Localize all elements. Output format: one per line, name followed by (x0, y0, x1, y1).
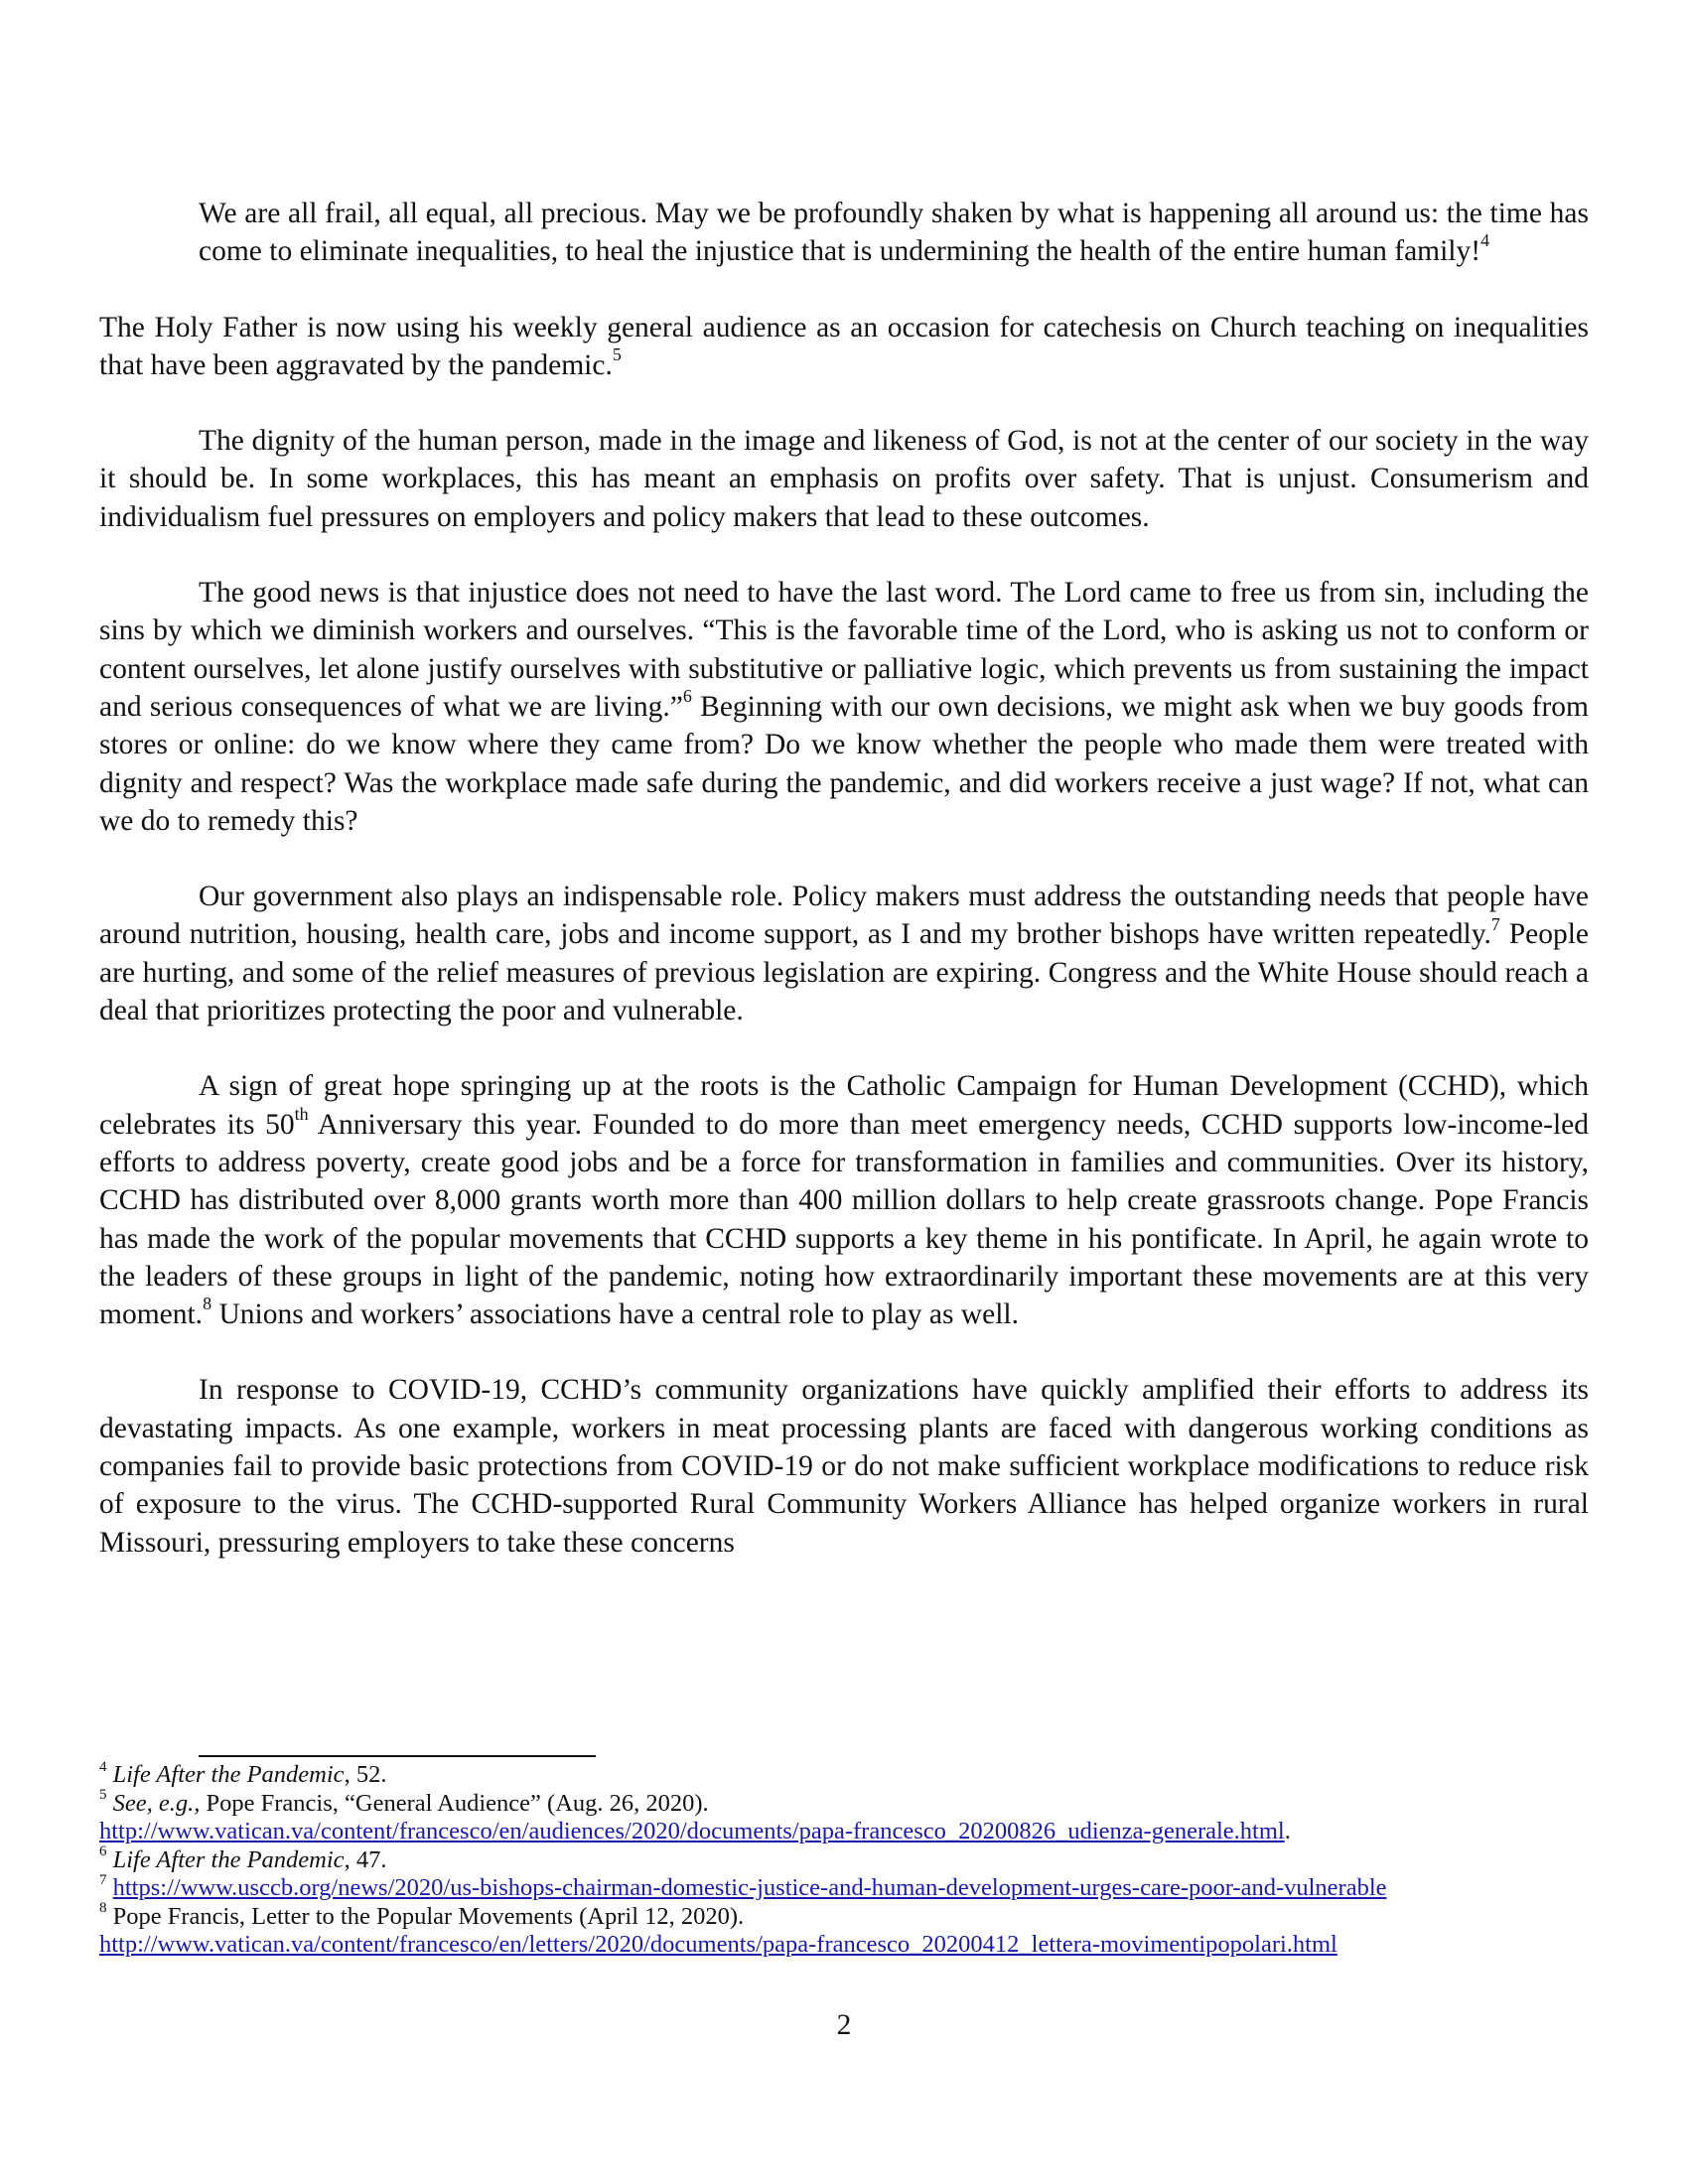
footnote-number: 8 (99, 1900, 107, 1917)
block-quote (99, 195, 1589, 271)
footnote-ref-7[interactable]: 7 (1490, 913, 1500, 934)
footnote-number: 7 (99, 1871, 107, 1888)
footnote-text: Pope Francis, Letter to the Popular Movements (April 12, 2020). (106, 1902, 745, 1930)
paragraph-text: A sign of great hope springing up at the roots is the Catholic Campaign for Human Development (CCHD), which celebrates its 50 (99, 1070, 1589, 1141)
footnote-4 (99, 1758, 1589, 1790)
footnotes (99, 1758, 1589, 1960)
paragraph-text-cont: Beginning with our own decisions, we might ask when we buy goods from stores or online: do we know where they came from? Do we know whether the people who made them were treated with dignity and respect? Was the workplace made safe during the pandemic, and did workers receive a just wage? If not, what can we do to remedy this? (99, 690, 1590, 837)
footnote-text: . (1284, 1818, 1291, 1844)
footnote-signal: See, e.g., (112, 1789, 201, 1817)
footnote-ref-4[interactable]: 4 (1480, 230, 1490, 251)
footnote-6 (99, 1843, 1589, 1875)
footnote-7 (99, 1871, 1589, 1903)
paragraph-text-end: Unions and workers’ associations have a central role to play as well. (211, 1298, 1019, 1331)
paragraph-text-cont: Anniversary this year. Founded to do more than meet emergency needs, CCHD supports low-income-led efforts to address poverty, create good jobs and be a force for transformation in families and communities. Over its history, CCHD has distributed over 8,000 grants worth more than 400 million dollars to help create grassroots change. Pope Francis has made the work of the popular movements that CCHD supports a key theme in his pontificate. In April, he again wrote to the leaders of these groups in light of the pandemic, noting how extraordinarily important these movements are at this very moment. (99, 1108, 1589, 1331)
footnote-5-link[interactable]: http://www.vatican.va/content/francesco/en/audiences/2020/documents/papa-francesco_20200826_udienza-generale.html (99, 1818, 1285, 1844)
footnote-8-link[interactable]: http://www.vatican.va/content/francesco/en/letters/2020/documents/papa-francesco_20200412_lettera-movimentipopolari.html (99, 1931, 1337, 1958)
paragraph-dignity (99, 422, 1589, 536)
page-body (99, 195, 1589, 1599)
paragraph-holy-father (99, 309, 1589, 385)
footnote-8-link-line (99, 1931, 1589, 1960)
paragraph-text: The good news is that injustice does not need to have the last word. The Lord came to free us from sin, including the sins by which we diminish workers and ourselves. “This is the favorable time of the Lord, who is asking us not to conform or content ourselves, let alone justify ourselves with substitutive or palliative logic, which prevents us from sustaining the impact and serious consequences of what we are living.” (99, 577, 1589, 723)
footnote-text: , 52. (344, 1761, 387, 1788)
footnote-5 (99, 1787, 1589, 1819)
footnote-separator (199, 1755, 596, 1757)
footnote-title: Life After the Pandemic (112, 1761, 345, 1788)
footnote-number: 5 (99, 1787, 107, 1804)
paragraph-government (99, 878, 1589, 1029)
footnote-ref-6[interactable]: 6 (682, 686, 692, 707)
footnote-number: 6 (99, 1843, 107, 1860)
footnote-7-link[interactable]: https://www.usccb.org/news/2020/us-bishops-chairman-domestic-justice-and-human-development-urges-care-poor-and-vulnerable (112, 1874, 1387, 1901)
ordinal-suffix: th (294, 1103, 309, 1124)
block-quote-text: We are all frail, all equal, all precious. May we be profoundly shaken by what is happening all around us: the time has come to eliminate inequalities, to heal the injustice that is undermining the health of the entire human family! (199, 198, 1589, 268)
footnote-number: 4 (99, 1758, 107, 1775)
paragraph-good-news (99, 574, 1589, 840)
page-number: 2 (836, 2009, 852, 2041)
footnote-8 (99, 1900, 1589, 1932)
footnote-title: Life After the Pandemic (112, 1845, 345, 1873)
paragraph-text: Our government also plays an indispensable role. Policy makers must address the outstanding needs that people have around nutrition, housing, health care, jobs and income support, as I and my brother bishops have written repeatedly. (99, 881, 1589, 951)
footnote-5-link-line (99, 1818, 1589, 1846)
footnote-text: Pope Francis, “General Audience” (Aug. 26, 2020). (200, 1789, 709, 1817)
paragraph-covid-response (99, 1371, 1589, 1561)
footnote-ref-5[interactable]: 5 (612, 344, 622, 365)
paragraph-text: The Holy Father is now using his weekly general audience as an occasion for catechesis on Church teaching on inequalities that have been aggravated by the pandemic. (99, 311, 1589, 381)
paragraph-text-cont: People are hurting, and some of the relief measures of previous legislation are expiring. Congress and the White House should reach a deal that prioritizes protecting the poor and vulnerable. (99, 918, 1589, 1027)
paragraph-text: In response to COVID-19, CCHD’s community organizations have quickly amplified their efforts to address its devastating impacts. As one example, workers in meat processing plants are faced with dangerous working conditions as companies fail to provide basic protections from COVID-19 or do not make sufficient workplace modifications to reduce risk of exposure to the virus. The CCHD-supported Rural Community Workers Alliance has helped organize workers in rural Missouri, pressuring employers to take these concerns (99, 1374, 1589, 1559)
footnote-ref-8[interactable]: 8 (203, 1294, 212, 1314)
paragraph-cchd (99, 1067, 1589, 1333)
paragraph-text: The dignity of the human person, made in the image and likeness of God, is not at the center of our society in the way it should be. In some workplaces, this has meant an emphasis on profits over safety. That is unjust. Consumerism and individualism fuel pressures on employers and policy makers that lead to these outcomes. (99, 425, 1589, 533)
footnote-text: , 47. (344, 1845, 387, 1873)
